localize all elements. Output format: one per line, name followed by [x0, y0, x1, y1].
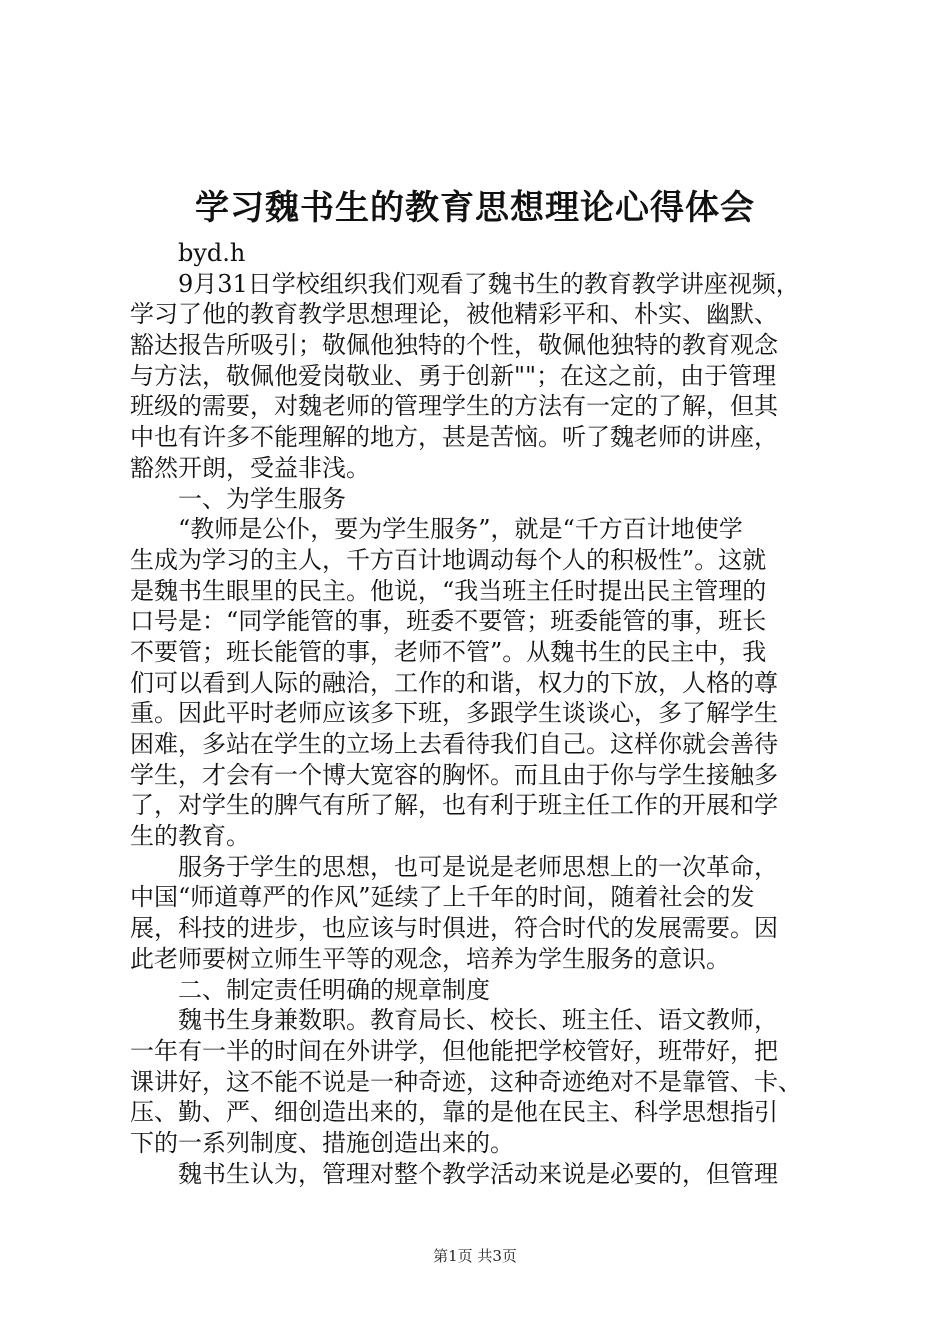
body-text-line: 魏书生身兼数职。教育局长、校长、班主任、语文教师， [178, 1006, 778, 1035]
body-text-line: 口号是：“同学能管的事，班委不要管；班委能管的事，班长 [130, 607, 767, 636]
body-text-line: 豁达报告所吸引；敬佩他独特的个性，敬佩他独特的教育观念 [130, 331, 778, 360]
body-text-line: 班级的需要，对魏老师的管理学生的方法有一定的了解，但其 [130, 392, 778, 421]
body-text-line: 与方法，敬佩他爱岗敬业、勇于创新""；在这之前，由于管理 [130, 361, 777, 390]
body-text-line: 中也有许多不能理解的地方，甚是苦恼。听了魏老师的讲座， [130, 423, 778, 452]
body-text-line: 此老师要树立师生平等的观念，培养为学生服务的意识。 [130, 944, 730, 973]
body-text-line: 服务于学生的思想，也可是说是老师思想上的一次革命， [178, 852, 778, 881]
body-text-line: 二、制定责任明确的规章制度 [178, 975, 490, 1004]
body-text-line: 中国“师道尊严的作风”延续了上千年的时间，随着社会的发 [130, 883, 755, 912]
body-text-line: 一年有一半的时间在外讲学，但他能把学校管好，班带好，把 [130, 1036, 778, 1065]
body-text-line: 困难，多站在学生的立场上去看待我们自己。这样你就会善待 [130, 730, 778, 758]
body-text-line: 不要管；班长能管的事，老师不管”。从魏书生的民主中，我 [130, 637, 767, 666]
body-text-line: 生成为学习的主人，千方百计地调动每个人的积极性”。这就 [130, 545, 767, 574]
body-text-line: 9月31日学校组织我们观看了魏书生的教育教学讲座视频， [178, 269, 800, 298]
body-text-line: 一、为学生服务 [178, 484, 346, 513]
body-text-line: 了，对学生的脾气有所了解，也有利于班主任工作的开展和学 [130, 791, 778, 820]
body-text-line: 生的教育。 [130, 822, 250, 851]
body-text-line: 下的一系列制度、措施创造出来的。 [130, 1128, 514, 1157]
page-footer: 第1页 共3页 [433, 1247, 517, 1265]
body-text-line: 课讲好，这不能不说是一种奇迹，这种奇迹绝对不是靠管、卡、 [130, 1067, 802, 1096]
body-text-line: 魏书生认为，管理对整个教学活动来说是必要的，但管理 [178, 1159, 778, 1188]
body-text-line: 豁然开朗，受益非浅。 [130, 453, 370, 482]
body-text-line: 们可以看到人际的融洽，工作的和谐，权力的下放，人格的尊 [130, 668, 778, 697]
body-text-line: 展，科技的进步，也应该与时俱进，符合时代的发展需要。因 [130, 914, 778, 943]
body-text-line: 学生，才会有一个博大宽容的胸怀。而且由于你与学生接触多 [130, 760, 778, 789]
body-text-line: 压、勤、严、细创造出来的，靠的是他在民主、科学思想指引 [130, 1098, 778, 1127]
page-title: 学习魏书生的教育思想理论心得体会 [195, 188, 755, 228]
body-text-line: byd.h [178, 239, 246, 267]
body-text-line: 重。因此平时老师应该多下班，多跟学生谈谈心，多了解学生 [130, 699, 778, 728]
body-text-line: “教师是公仆，要为学生服务”，就是“千方百计地使学 [178, 515, 743, 544]
body-text-line: 学习了他的教育教学思想理论，被他精彩平和、朴实、幽默、 [130, 300, 778, 329]
document-body [130, 238, 830, 1189]
body-text-line: 是魏书生眼里的民主。他说，“我当班主任时提出民主管理的 [130, 576, 767, 605]
